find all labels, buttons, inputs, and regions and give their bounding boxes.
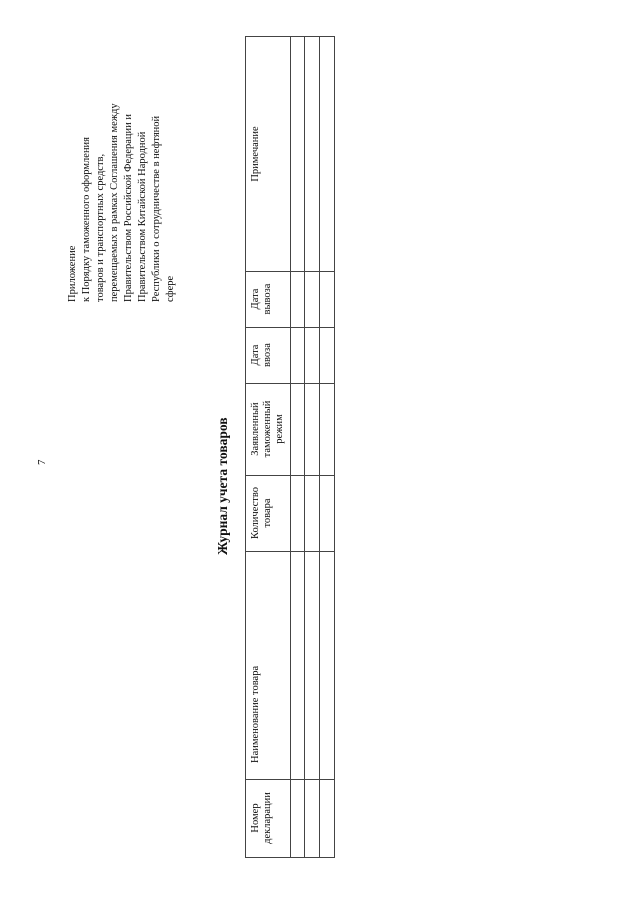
header-text: ввоза	[262, 343, 273, 367]
goods-journal-table	[245, 36, 335, 858]
header-text: таможенный	[262, 400, 273, 458]
header-text: Примечание	[250, 126, 261, 182]
annex-line: Правительством Российской Федерации и	[123, 113, 134, 302]
annex-line: Правительством Китайской Народной	[137, 131, 148, 302]
header-customs-regime	[246, 383, 290, 475]
annex-line: товаров и транспортных средств,	[95, 153, 106, 302]
header-text: товара	[262, 498, 273, 528]
row-divider	[319, 37, 320, 857]
document-title: Журнал учета товаров	[215, 417, 230, 555]
row-divider	[304, 37, 305, 857]
annex-line: сфере	[165, 275, 176, 302]
header-text: Дата	[250, 344, 261, 366]
header-quantity	[246, 475, 290, 551]
annex-line: к Порядку таможенного оформления	[81, 136, 92, 302]
header-export-date	[246, 271, 290, 327]
header-declaration-number	[246, 779, 290, 857]
annex-line: перемещаемых в рамках Соглашения между	[109, 103, 120, 302]
header-text: Наименование товара	[250, 665, 261, 763]
header-text: вывоза	[262, 283, 273, 315]
header-text: Номер	[250, 803, 261, 833]
header-text: режим	[274, 414, 285, 444]
header-text: Дата	[250, 288, 261, 310]
header-text: Заявленный	[250, 402, 261, 456]
header-text: декларации	[262, 792, 273, 844]
header-import-date	[246, 327, 290, 383]
page-number: 7	[36, 459, 48, 465]
header-notes	[246, 37, 290, 271]
annex-line: Приложение	[67, 245, 78, 302]
row-divider	[290, 37, 291, 857]
header-goods-name	[246, 551, 290, 779]
header-text: Количество	[250, 486, 261, 540]
annex-line: Республики о сотрудничестве в нефтяной	[151, 115, 162, 302]
annex-header	[66, 47, 178, 302]
